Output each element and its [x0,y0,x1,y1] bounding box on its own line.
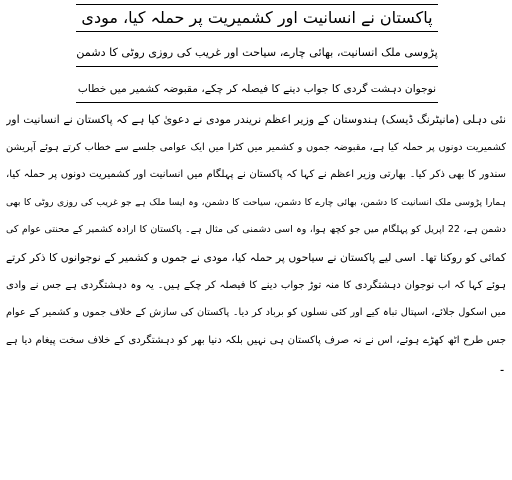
headline-sub-1: پڑوسی ملک انسانیت، بھائی چارے، سیاحت اور غریب کی روزی روٹی کا دشمن [76,40,438,67]
article-line: سندور کا بھی ذکر کیا۔ بھارتی وزیر اعظم نے کہا کہ پاکستان نے پہلگام میں انسانیت اور کشمیریت دونوں پر حملہ کیا، [6,169,506,181]
article-line: نئی دہلی (مانیٹرنگ ڈیسک) ہندوستان کے وزیر اعظم نریندر مودی نے دعویٰ کیا ہے کہ پاکستان نے انسانیت اور [6,113,506,126]
article-line: ہمارا پڑوسی ملک انسانیت کا دشمن، بھائی چارے کا دشمن، سیاحت کا دشمن، وہ ایسا ملک ہے جو غریب کی روزی روٹی کا بھی [6,196,506,208]
headline-main: پاکستان نے انسانیت اور کشمیریت پر حملہ کیا، مودی [76,4,438,32]
article-line: جس طرح اٹھ کھڑے ہوئے، اس نے نہ صرف پاکستان ہی نہیں بلکہ دنیا بھر کو دہشتگردی کے خلاف سخت پیغام دیا ہے [6,334,506,346]
article-line: کمائی کو روکنا تھا۔ اسی لیے پاکستان نے سیاحوں پر حملہ کیا، مودی نے جموں و کشمیر کے نوجوانوں کا ذکر کرتے [6,250,506,264]
headline-sub-2: نوجوان دہشت گردی کا جواب دینے کا فیصلہ کر چکے، مقبوضہ کشمیر میں خطاب [76,76,438,103]
article-line: دشمن ہے، 22 اپریل کو پہلگام میں جو کچھ ہوا، وہ اسی دشمنی کی مثال ہے۔ پاکستان کا ارادہ کشمیر کے محنتی عوام کی [6,224,506,236]
article-body [6,106,506,382]
article-line: میں اسکول جلائے، اسپتال تباہ کیے اور کئی نسلوں کو برباد کر دیا۔ پاکستان کی سازش کے خلاف جموں و کشمیر کے عوام [6,307,506,319]
article-line: کشمیریت دونوں پر حملہ کیا ہے، مقبوضہ جموں و کشمیر میں کٹرا میں ایک عوامی جلسے سے خطاب کرتے ہوئے آپریشن [6,141,506,153]
article-line: ہوئے کہا کہ اب نوجوان دہشتگردی کا منہ توڑ جواب دینے کا فیصلہ کر چکے ہیں۔ یہ وہ دہشتگردی ہے جس نے وادی [6,279,506,291]
article-line: ۔ [498,360,506,376]
